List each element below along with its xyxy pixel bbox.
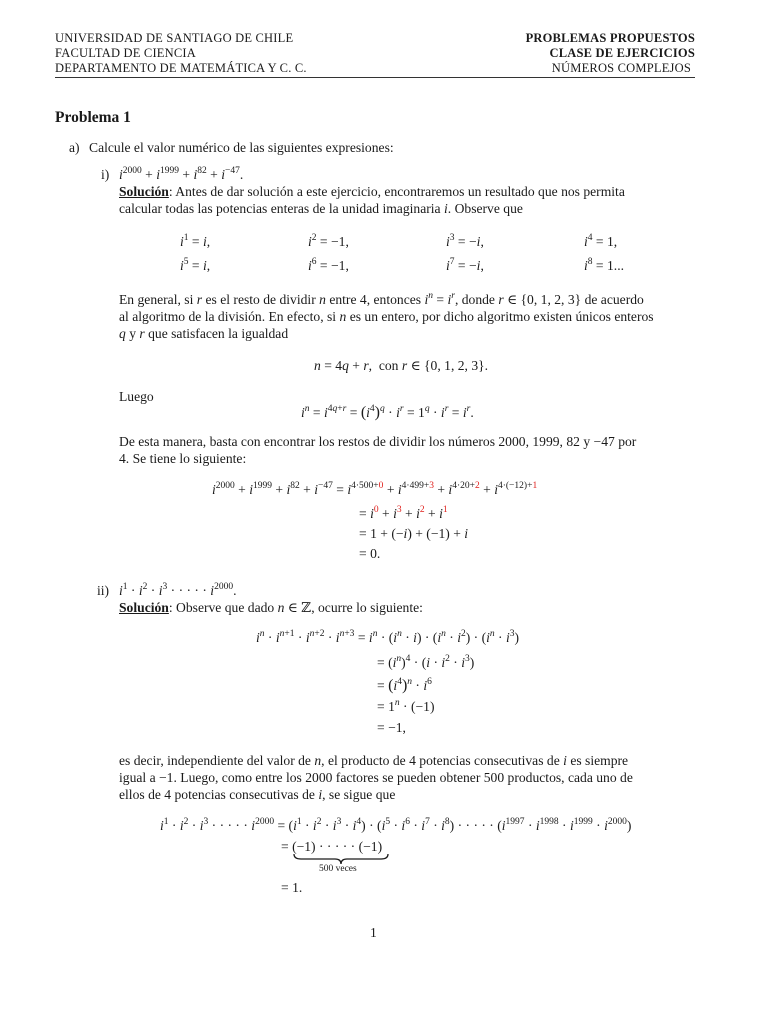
item-i-expression: $i^{2000} + i^{1999} + i^{82} + i^{-47}$. xyxy=(119,166,244,182)
solution-ii-text-a: : Observe que dado xyxy=(168,600,275,615)
item-ii-label: ii) xyxy=(97,583,110,598)
calc-i-line-1: $i^{2000} + i^{1999} + i^{82} + i^{-47} = i^{4\cdot 500+0} + i^{4\cdot 499+3} + i^{4\cdot 20+2} + i^{4\cdot(-12)+1}$ xyxy=(212,481,538,497)
decir-1a: es decir, independiente del valor de xyxy=(119,753,311,768)
calc-ii-line-1: $i^n \cdot i^{n+1} \cdot i^{n+2} \cdot i^{n+3} = i^n \cdot (i^n \cdot i) \cdot (i^n \cdot i^2) \cdot (i^n \cdot i^3)$ xyxy=(256,629,520,645)
general-line-3: q y r que satisfacen la igualdad xyxy=(119,326,289,341)
calc-iii-line-1: $i^1 \cdot i^2 \cdot i^3$ · · · · · $i^{2000} = (i^1 \cdot i^2 \cdot i^3 \cdot i^4) \cdot (i^5 \cdot i^6 \cdot i^7 \cdot i^8)$ · · · · · $(i^{1997} \cdot i^{1998} \cdot i^{1999} \cdot i^{2000})$ xyxy=(160,817,632,833)
part-a-text: Calcule el valor numérico de las siguientes expresiones: xyxy=(89,140,394,155)
header-right-line-1: PROBLEMAS PROPUESTOS xyxy=(525,31,695,45)
division-equation: n = 4q + r, con r ∈ {0, 1, 2, 3}. xyxy=(314,358,489,373)
decir-1c: es siempre xyxy=(570,753,629,768)
header-rule xyxy=(55,77,695,78)
luego-equation: $i^n = i^{4q+r} = (i^4)^q \cdot i^r = 1^q \cdot i^r = i^r$. xyxy=(301,404,474,421)
calc-i-line-3: = 1 + (−i) + (−1) + i xyxy=(359,526,469,541)
page-number: 1 xyxy=(370,925,377,940)
item-i-label: i) xyxy=(101,167,110,182)
solution-label: Solución xyxy=(119,184,169,199)
header-left-line-2: FACULTAD DE CIENCIA xyxy=(55,46,196,60)
general-line-2: al algoritmo de la división. En efecto, si n es un entero, por dicho algoritmo existen únicos enteros xyxy=(119,309,654,324)
power-2: $i^2 = -1$, xyxy=(308,233,349,249)
underbrace-label: 500 veces xyxy=(319,864,357,874)
manera-line-2: 4. Se tiene lo siguiente: xyxy=(119,451,247,466)
power-8: $i^8 = 1$... xyxy=(584,257,624,273)
general-3b: que satisfacen la igualdad xyxy=(148,326,289,341)
header-left-line-1: UNIVERSIDAD DE SANTIAGO DE CHILE xyxy=(55,31,294,45)
calc-iii-line-2: = (−1) · · · · · (−1) xyxy=(281,839,383,854)
general-1e: de acuerdo xyxy=(584,292,644,307)
decir-line-2: igual a −1. Luego, como entre los 2000 factores se pueden obtener 500 productos, cada uno de xyxy=(119,770,633,785)
header-right-line-3: NÚMEROS COMPLEJOS xyxy=(551,61,691,75)
decir-3a: ellos de 4 potencias consecutivas de xyxy=(119,787,315,802)
solution-text: : Antes de dar solución a este ejercicio, encontraremos un resultado que nos permita xyxy=(168,184,625,199)
line-2-text: calcular todas las potencias enteras de la unidad imaginaria xyxy=(119,201,441,216)
item-i-solution-line-1 xyxy=(119,183,625,200)
luego-label: Luego xyxy=(119,389,154,404)
general-1a: En general, si xyxy=(119,292,194,307)
calc-ii-line-2: = $(i^n)^4 \cdot (i \cdot i^2 \cdot i^3)$ xyxy=(377,654,475,670)
general-line-1: En general, si r es el resto de dividir n entre 4, entonces $i^n = i^r$, donde r ∈ {0, 1, 2, 3} de acuerdo xyxy=(119,291,644,307)
general-2a: al algoritmo de la división. En efecto, si xyxy=(119,309,337,324)
decir-line-3: ellos de 4 potencias consecutivas de i, se sigue que xyxy=(119,787,396,802)
header-left-line-3: DEPARTAMENTO DE MATEMÁTICA Y C. C. xyxy=(55,61,307,75)
decir-line-1: es decir, independiente del valor de n, el producto de 4 potencias consecutivas de i es siempre xyxy=(119,753,629,768)
calc-i-line-2: = $i^0 + i^3 + i^2 + i^1$ xyxy=(359,505,448,521)
problem-title: Problema 1 xyxy=(55,109,131,126)
item-i-solution-line-2: calcular todas las potencias enteras de la unidad imaginaria i. Observe que xyxy=(119,201,523,216)
item-ii-expression: $i^1 \cdot i^2 \cdot i^3$ · · · · · $i^{2000}$. xyxy=(119,582,237,598)
calc-ii-line-5: = −1, xyxy=(377,720,406,735)
power-3: $i^3 = -i$, xyxy=(446,233,484,249)
decir-1b: , el producto de 4 potencias consecutivas de xyxy=(321,753,560,768)
power-1: $i^1 = i$, xyxy=(180,233,211,249)
decir-3b: , se sigue que xyxy=(322,787,396,802)
calc-iii-line-3: = 1. xyxy=(281,880,303,895)
power-6: $i^6 = -1$, xyxy=(308,257,349,273)
calc-ii-line-3: = $(i^4)^n \cdot i^6$ xyxy=(377,677,432,694)
line-2-end: . Observe que xyxy=(447,201,523,216)
general-1c: entre 4, entonces xyxy=(329,292,422,307)
item-ii-solution-line: Solución: Observe que dado n ∈ ℤ, ocurre lo siguiente: xyxy=(119,600,423,615)
power-7: $i^7 = -i$, xyxy=(446,257,484,273)
solution-ii-text-b: , ocurre lo siguiente: xyxy=(311,600,423,615)
general-2b: es un entero, por dicho algoritmo existen únicos enteros xyxy=(349,309,654,324)
con-word: con xyxy=(378,358,399,373)
general-1b: es el resto de dividir xyxy=(205,292,316,307)
general-1d: , donde xyxy=(454,292,495,307)
power-5: $i^5 = i$, xyxy=(180,257,211,273)
part-a-label: a) xyxy=(69,140,80,155)
calc-ii-line-4: = $1^n \cdot (-1)$ xyxy=(377,698,435,714)
manera-line-1: De esta manera, basta con encontrar los restos de dividir los números 2000, 1999, 82 y −47 por xyxy=(119,434,637,449)
general-3a: y xyxy=(129,326,136,341)
solution-label-ii: Solución xyxy=(119,600,169,615)
power-4: $i^4 = 1$, xyxy=(584,233,618,249)
header-right-line-2: CLASE DE EJERCICIOS xyxy=(549,46,695,60)
calc-i-line-4: = 0. xyxy=(359,546,381,561)
